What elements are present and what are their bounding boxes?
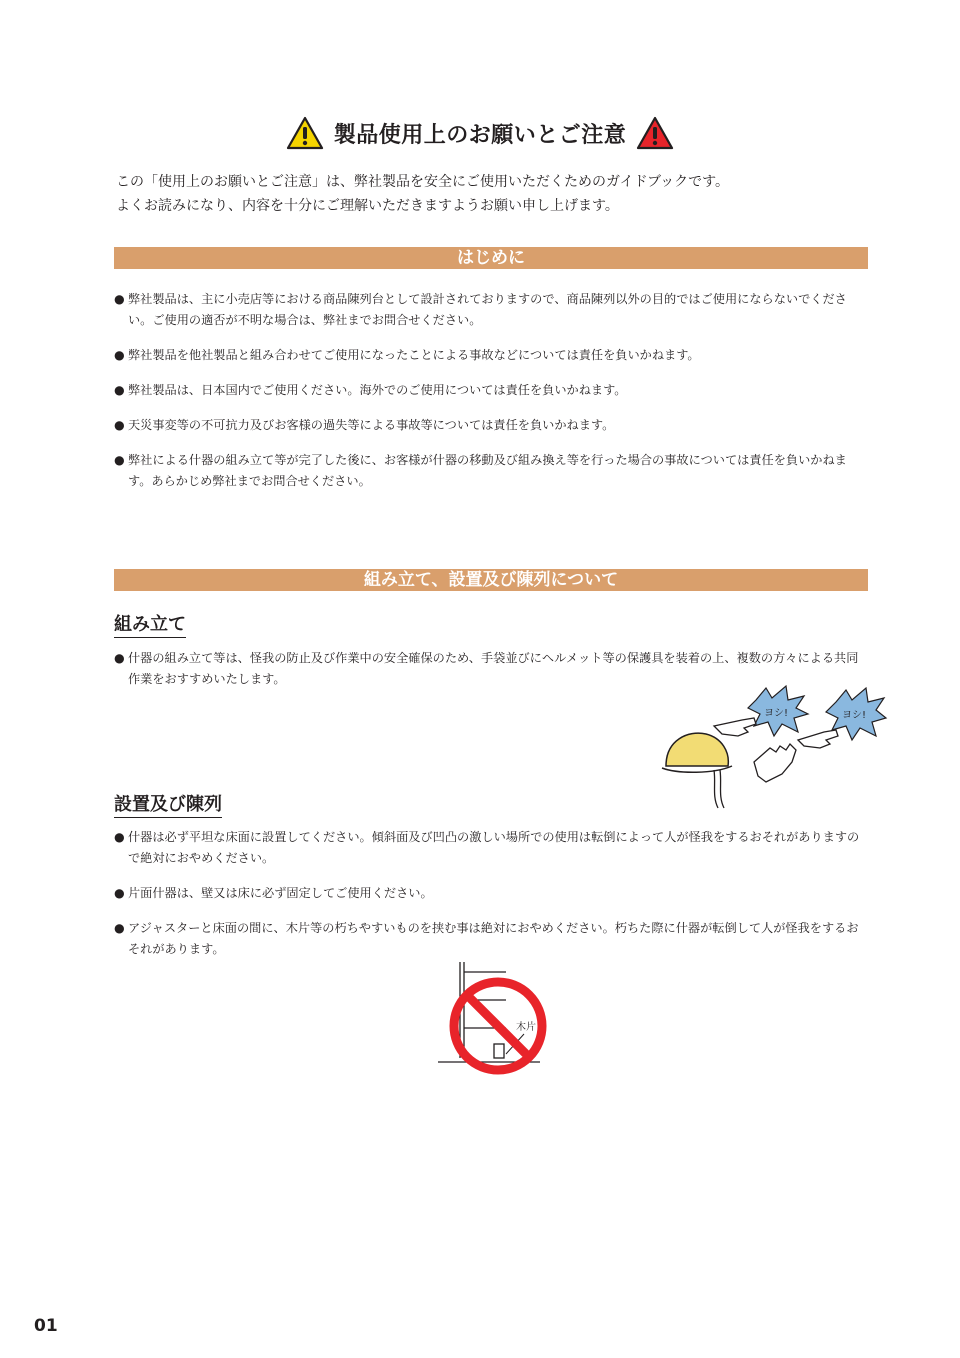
list-item: ● 弊社製品は、主に小売店等における商品陳列台として設計されておりますので、商品陳列以外の目的ではご使用にならないでください。ご使用の適否が不明な場合は、弊社までお問合せください。 — [114, 289, 870, 331]
intro-line: この「使用上のお願いとご注意」は、弊社製品を安全にご使用いただくためのガイドブックです。 — [116, 174, 730, 190]
assembly-heading: 組み立て — [114, 614, 186, 638]
page-title-row — [0, 112, 960, 154]
wood-shim-label: 木片 — [516, 1022, 536, 1033]
callout-burst-icon — [748, 686, 808, 736]
page-number: 01 — [34, 1316, 58, 1336]
list-item: ● 什器は必ず平坦な床面に設置してください。傾斜面及び凹凸の激しい場所での使用は転倒によって人が怪我をするおそれがありますので絶対におやめください。 — [114, 827, 870, 869]
callout-text: ヨシ! — [764, 708, 789, 719]
list-item: ● 什器の組み立て等は、怪我の防止及び作業中の安全確保のため、手袋並びにヘルメット等の保護具を装着の上、複数の方々による共同作業をおすすめいたします。 — [114, 648, 870, 690]
list-item: ● 天災事変等の不可抗力及びお客様の過失等による事故等については責任を負いかねます。 — [114, 415, 870, 436]
section-band-introduction: はじめに — [114, 247, 868, 269]
installation-heading: 設置及び陳列 — [114, 794, 222, 818]
list-item: ● アジャスターと床面の間に、木片等の朽ちやすいものを挟む事は絶対におやめください。朽ちた際に什器が転倒して人が怪我をするおそれがあります。 — [114, 918, 870, 960]
warning-red-icon — [636, 116, 674, 150]
intro-text — [116, 170, 876, 218]
list-item: ● 片面什器は、壁又は床に必ず固定してご使用ください。 — [114, 883, 870, 904]
page-title: 製品使用上のお願いとご注意 — [333, 122, 627, 148]
list-item: ● 弊社製品を他社製品と組み合わせてご使用になったことによる事故などについては責任を負いかねます。 — [114, 345, 870, 366]
section-band-assembly-installation: 組み立て、設置及び陳列について — [114, 569, 868, 591]
list-item: ● 弊社による什器の組み立て等が完了した後に、お客様が什器の移動及び組み換え等を行った場合の事故については責任を負いかねます。あらかじめ弊社までお問合せください。 — [114, 450, 870, 492]
callout-text: ヨシ! — [842, 710, 867, 721]
glove-icon — [754, 744, 796, 782]
prohibited-wood-shim-illustration — [432, 958, 572, 1078]
intro-line: よくお読みになり、内容を十分にご理解いただきますようお願い申し上げます。 — [116, 198, 619, 214]
installation-list — [114, 827, 870, 974]
list-item: ● 弊社製品は、日本国内でご使用ください。海外でのご使用については責任を負いかねます。 — [114, 380, 870, 401]
safety-gear-illustration — [658, 682, 888, 814]
helmet-icon — [662, 733, 732, 808]
introduction-list — [114, 289, 870, 506]
warning-yellow-icon — [286, 116, 324, 150]
